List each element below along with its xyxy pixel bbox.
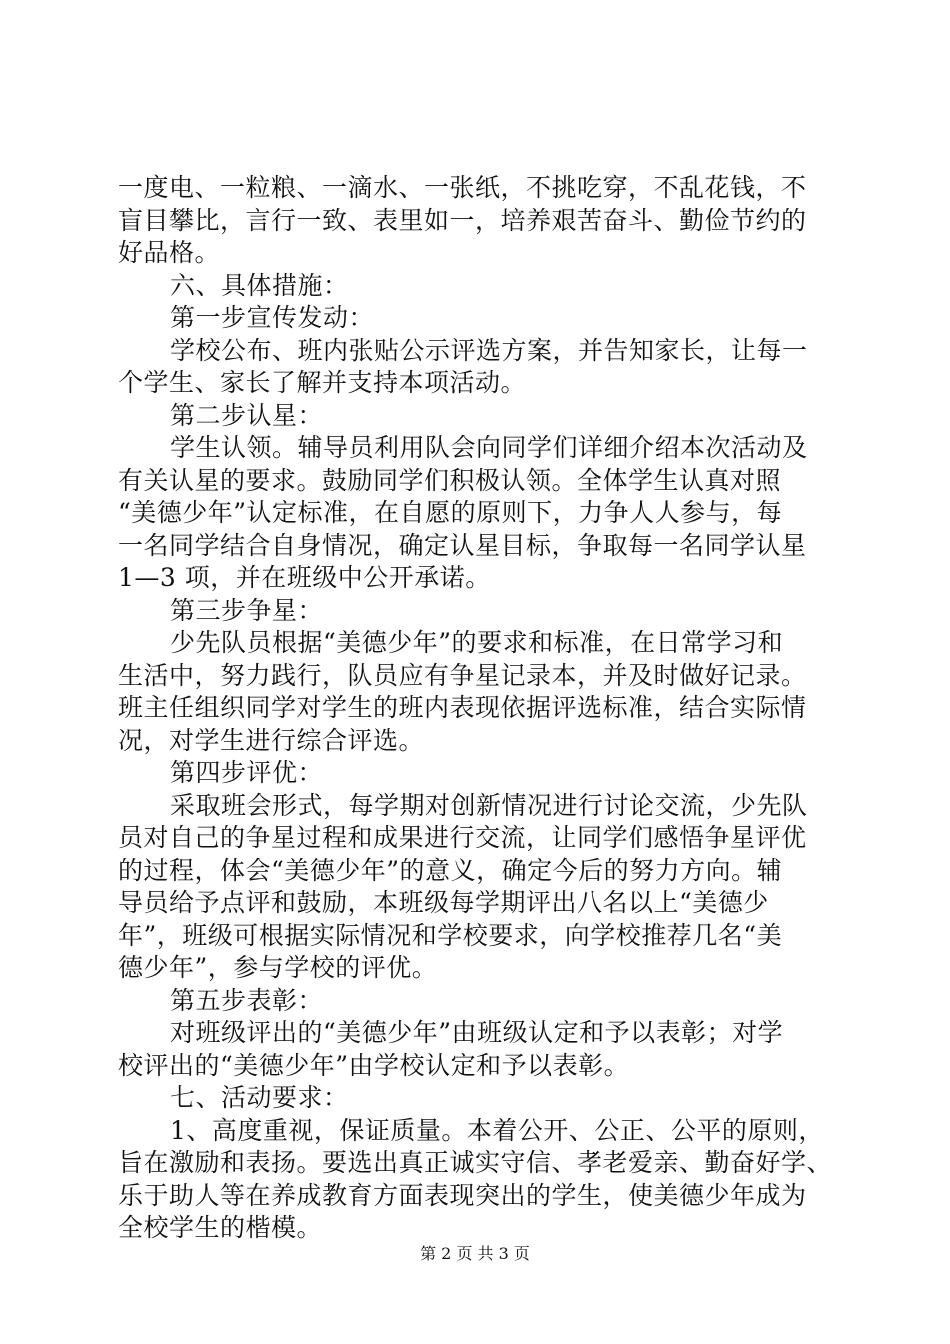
text-line: 少先队员根据“美德少年”的要求和标准，在日常学习和 xyxy=(170,628,784,657)
text-line: 况，对学生进行综合评选。 xyxy=(118,725,425,755)
text-line: 年”，班级可根据实际情况和学校要求，向学校推荐几名“美 xyxy=(118,920,783,950)
text-line: 全校学生的楷模。 xyxy=(118,1213,323,1242)
text-line: 第四步评优： xyxy=(170,758,324,787)
page-footer: 第 2 页 共 3 页 xyxy=(420,1244,530,1263)
text-line: 1—3 项，并在班级中公开承诺。 xyxy=(118,563,491,592)
text-line: 六、具体措施： xyxy=(170,270,349,300)
text-line: 班主任组织同学对学生的班内表现依据评选标准，结合实际情 xyxy=(118,693,807,722)
text-line: 第三步争星： xyxy=(170,595,324,625)
text-line: 1、高度重视，保证质量。本着公开、公正、公平的原则， xyxy=(170,1115,824,1145)
text-line: 对班级评出的“美德少年”由班级认定和予以表彰；对学 xyxy=(170,1018,784,1047)
text-line: 采取班会形式，每学期对创新情况进行讨论交流，少先队 xyxy=(170,790,808,820)
text-line: 的过程，体会“美德少年”的意义，确定今后的努力方向。辅 xyxy=(118,855,783,885)
text-line: 德少年”，参与学校的评优。 xyxy=(118,953,438,982)
text-line: 七、活动要求： xyxy=(170,1083,349,1112)
text-line: 第五步表彰： xyxy=(170,985,324,1015)
text-line: 生活中，努力践行，队员应有争星记录本，并及时做好记录。 xyxy=(118,660,807,690)
document-body xyxy=(118,172,838,1245)
text-line: 个学生、家长了解并支持本项活动。 xyxy=(118,368,527,397)
text-line: 好品格。 xyxy=(118,238,221,267)
text-line: 一度电、一粒粮、一滴水、一张纸，不挑吃穿，不乱花钱，不 xyxy=(118,173,807,202)
text-line: 校评出的“美德少年”由学校认定和予以表彰。 xyxy=(118,1050,630,1080)
text-line: 学生认领。辅导员利用队会向同学们详细介绍本次活动及 xyxy=(170,433,808,462)
text-line: 学校公布、班内张贴公示评选方案，并告知家长，让每一 xyxy=(170,335,808,365)
text-line: 导员给予点评和鼓励，本班级每学期评出八名以上“美德少 xyxy=(118,888,769,917)
text-line: 员对自己的争星过程和成果进行交流，让同学们感悟争星评优 xyxy=(118,823,807,852)
text-line: 第一步宣传发动： xyxy=(170,303,375,332)
text-line: 盲目攀比，言行一致、表里如一，培养艰苦奋斗、勤俭节约的 xyxy=(118,205,807,235)
text-line: 第二步认星： xyxy=(170,400,324,430)
text-line: 乐于助人等在养成教育方面表现突出的学生，使美德少年成为 xyxy=(118,1180,807,1210)
text-line: 旨在激励和表扬。要选出真正诚实守信、孝老爱亲、勤奋好学、 xyxy=(118,1148,833,1177)
text-line: 有关认星的要求。鼓励同学们积极认领。全体学生认真对照 xyxy=(118,465,782,495)
text-line: “美德少年”认定标准，在自愿的原则下，力争人人参与，每 xyxy=(118,498,783,527)
text-line: 一名同学结合自身情况，确定认星目标，争取每一名同学认星 xyxy=(118,530,807,560)
